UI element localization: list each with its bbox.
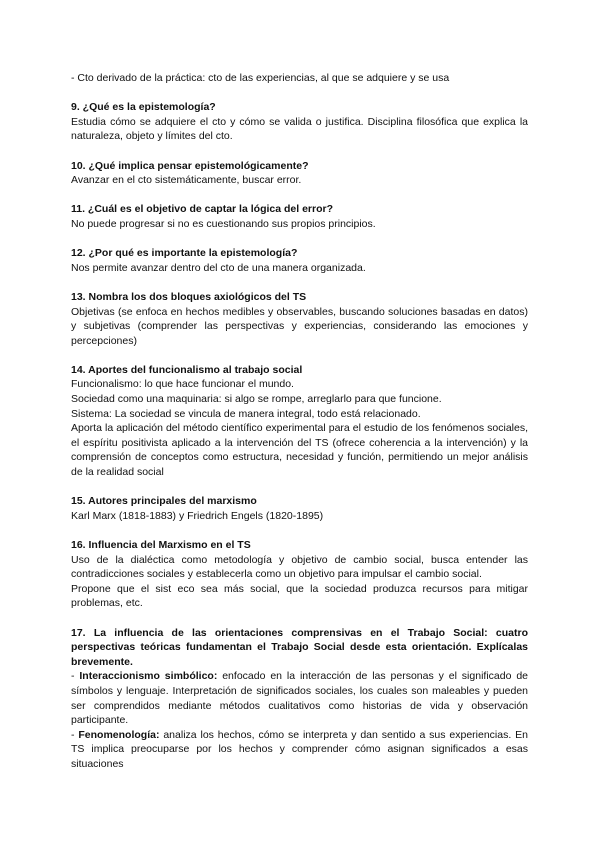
- bullet-dash: -: [71, 670, 80, 683]
- question-heading: 11. ¿Cuál es el objetivo de captar la lógica del error?: [71, 203, 334, 216]
- answer-item: [71, 728, 528, 772]
- item-term: Interaccionismo simbólico:: [79, 670, 218, 683]
- answer-text: Karl Marx (1818-1883) y Friedrich Engels (1820-1895): [71, 509, 324, 522]
- answer-text: Propone que el sist eco sea más social, que la sociedad produzca recursos para mitigar problemas, etc.: [71, 582, 528, 610]
- answer-text: Aporta la aplicación del método científico experimental para el estudio de los fenómenos sociales, el espíritu positivista aplicado a la intervención del TS (ofrece coherencia a la intervención) y la comprensión de conceptos como estructura, necesidad y función, permitiendo un mejor análisis de la realidad social: [71, 422, 528, 479]
- item-term: Fenomenología:: [78, 728, 160, 741]
- document-page: [71, 71, 528, 772]
- question-heading: 10. ¿Qué implica pensar epistemológicamente?: [71, 159, 309, 172]
- item-text: analiza los hechos, cómo se interpreta y dan sentido a sus experiencias. En TS implica preocuparse por los hechos y comprender cómo asignan significados a esas situaciones: [71, 728, 528, 770]
- item-text: enfocado en la interacción de las personas y el significado de símbolos y lenguaje. Interpretación de significados sociales, los cuales son maleables y pueden ser comprendidos mediante métodos cualitativos como historias de vida y observación participante.: [71, 670, 528, 727]
- intro-line: - Cto derivado de la práctica: cto de las experiencias, al que se adquiere y se usa: [71, 72, 450, 84]
- answer-text: Avanzar en el cto sistemáticamente, buscar error.: [71, 174, 302, 187]
- answer-text: Sistema: La sociedad se vincula de manera integral, todo está relacionado.: [71, 407, 421, 420]
- question-heading: 9. ¿Qué es la epistemología?: [71, 101, 216, 114]
- answer-text: Funcionalismo: lo que hace funcionar el mundo.: [71, 378, 294, 391]
- answer-text: No puede progresar si no es cuestionando sus propios principios.: [71, 217, 376, 230]
- question-heading: 16. Influencia del Marxismo en el TS: [71, 539, 251, 551]
- answer-item: [71, 669, 528, 727]
- answer-text: Estudia cómo se adquiere el cto y cómo se valida o justifica. Disciplina filosófica que explica la naturaleza, objeto y límites del cto.: [71, 115, 528, 143]
- question-heading: 17. La influencia de las orientaciones comprensivas en el Trabajo Social: cuatro perspectivas teóricas fundamentan el Trabajo Social desde esta orientación. Explícalas brevemente.: [71, 626, 528, 668]
- bullet-dash: -: [71, 728, 79, 741]
- question-heading: 15. Autores principales del marxismo: [71, 495, 257, 508]
- question-heading: 14. Aportes del funcionalismo al trabajo social: [71, 363, 303, 376]
- answer-text: Objetivas (se enfoca en hechos medibles y observables, buscando soluciones basadas en datos) y subjetivas (comprender las perspectivas y experiencias, considerando las emociones y percepciones): [71, 305, 528, 347]
- answer-text: Nos permite avanzar dentro del cto de una manera organizada.: [71, 261, 366, 274]
- question-heading: 13. Nombra los dos bloques axiológicos del TS: [71, 290, 307, 303]
- question-heading: 12. ¿Por qué es importante la epistemología?: [71, 247, 298, 260]
- answer-text: Uso de la dialéctica como metodología y objetivo de cambio social, busca entender las contradicciones sociales y establecerla como un objetivo para impulsar el cambio social.: [71, 553, 528, 581]
- answer-text: Sociedad como una maquinaria: si algo se rompe, arreglarlo para que funcione.: [71, 393, 442, 406]
